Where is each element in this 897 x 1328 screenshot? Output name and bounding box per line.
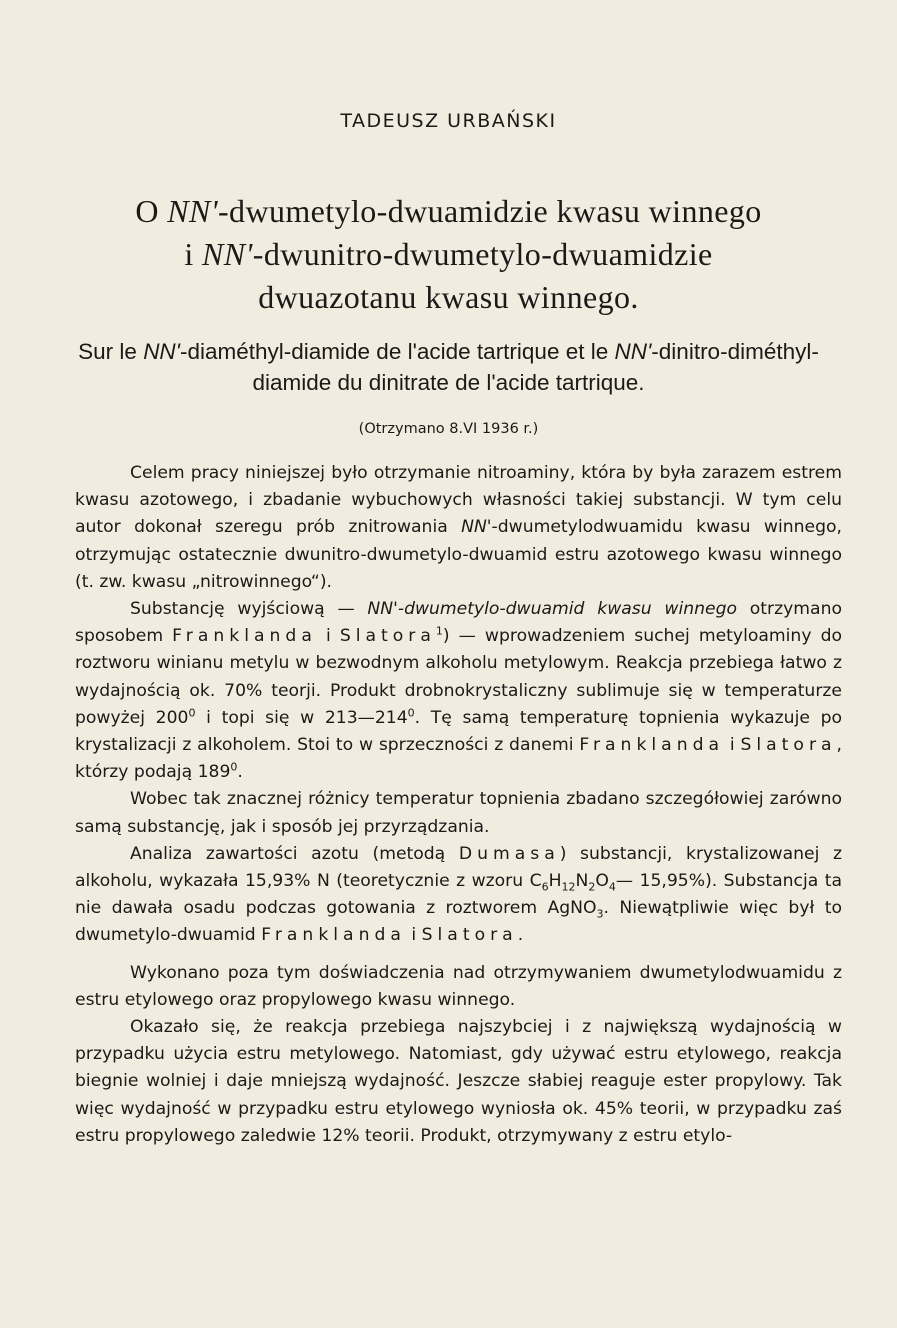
author-name: TADEUSZ URBAŃSKI [340, 110, 557, 132]
paragraph-6: Okazało się, że reakcja przebiega najszybciej i z największą wydajnością w przypadku użycia estru metylowego. Natomiast, gdy używać estru etylowego, reakcja biegnie wolniej i daje mniejszą wydajność. Jeszcze słabiej reaguje ester propylowy. Tak więc wydajność w przypadku estru etylowego wyniosła ok. 45% teorii, w przypadku zaś estru propylowego zaledwie 12% teorii. Produkt, otrzymywany z estru etylo- [75, 1017, 842, 1146]
received-date: (Otrzymano 8.VI 1936 r.) [358, 421, 539, 437]
paragraph-4: Analiza zawartości azotu (metodą Dumasa) substancji, krystalizowanej z alkoholu, wykazała 15,93% N (teoretycznie z wzoru $C_6H_{12}N_2O_4—$ 15,95%). Substancja ta nie dawała osadu podczas gotowania z roztworem AgNO$_3$. Niewątpliwie więc był to dwumetylo-dwuamid Franklanda i Slatora. [75, 843, 843, 946]
paragraph-2: Substancję wyjściową — NN'-dwumetylo-dwuamid kwasu winnego otrzymano sposobem Franklanda i Slatora$^1$) — wprowadzeniem suchej metyloaminy do roztworu winianu metylu w bezwodnym alkoholu metylowym. Reakcja przebiega łatwo z wydajnością ok. 70% teorji. Produkt drobnokrystaliczny sublimuje się w temperaturze powyżej $200^0$ i topi się w $213—214^0$. Tę samą temperaturę topnienia wykazuje po krystalizacji z alkoholem. Stoi to w sprzeczności z danemi Franklanda i Slatora, którzy podają $189^0$. [75, 599, 843, 783]
paragraph-1: Celem pracy niniejszej było otrzymanie nitroaminy, która by była zarazem estrem kwasu azotowego, i zbadanie wybuchowych własności takiej substancji. W tym celu autor dokonał szeregu prób znitrowania NN'-dwumetylodwuamidu kwasu winnego, otrzymując ostatecznie dwunitro-dwumetylo-dwuamid estru azotowego kwasu winnego (t. zw. kwasu „nitrowinnego“). [75, 463, 842, 592]
paragraph-5: Wykonano poza tym doświadczenia nad otrzymywaniem dwumetylodwuamidu z estru etylowego oraz propylowego kwasu winnego. [75, 962, 842, 1010]
title-line-1: O NN'-dwumetylo-dwuamidzie kwasu winnego [135, 193, 762, 229]
article-body [75, 460, 842, 1150]
paragraph-3: Wobec tak znacznej różnicy temperatur topnienia zbadano szczegółowiej zarówno samą substancję, jak i sposób jej przyrządzania. [75, 789, 842, 837]
french-subtitle: Sur le NN'-diaméthyl-diamide de l'acide tartrique et le NN'-dinitro-diméthyl-diamide du dinitrate de l'acide tartrique. [78, 339, 819, 395]
article-title [60, 190, 837, 319]
title-line-2: i NN'-dwunitro-dwumetylo-dwuamidzie [184, 236, 713, 272]
title-line-3: dwuazotanu kwasu winnego. [258, 279, 639, 315]
